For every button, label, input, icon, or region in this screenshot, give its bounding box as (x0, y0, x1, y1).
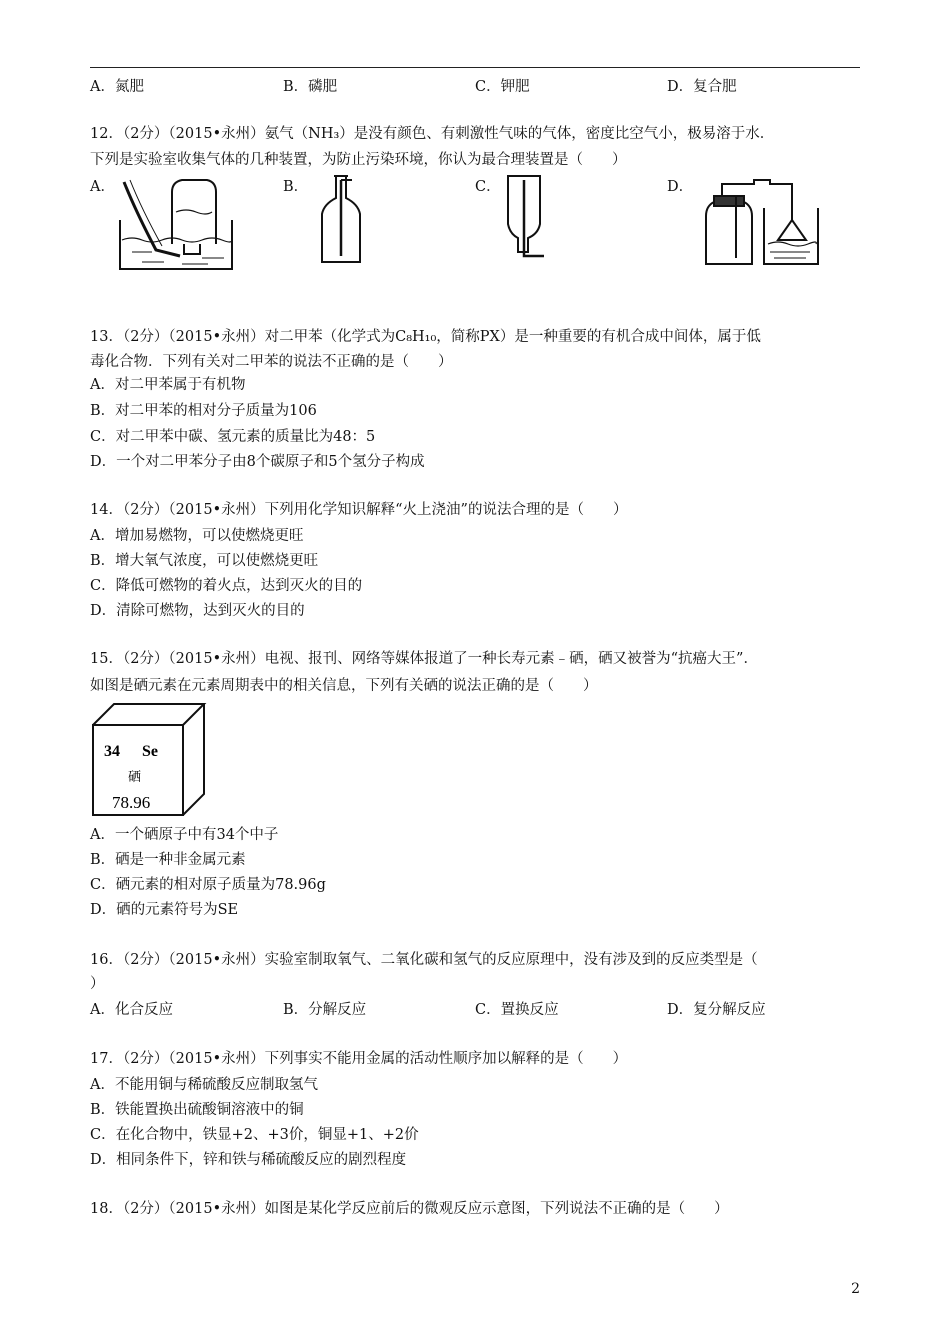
apparatus-c-bottle-inverted (500, 172, 550, 267)
element-atomic-mass: 78.96 (112, 793, 151, 812)
q12-label-d: D． (667, 179, 694, 195)
q11-option-a: A．氮肥 (90, 79, 144, 95)
apparatus-a-water-trough (112, 172, 240, 274)
q16-option-c: C．置换反应 (475, 1002, 559, 1018)
element-name: 硒 (128, 769, 142, 784)
q11-option-d: D．复合肥 (667, 79, 737, 95)
q16-option-d: D．复分解反应 (667, 1002, 766, 1018)
q13-option-b: B．对二甲苯的相对分子质量为106 (90, 403, 317, 419)
q17-option-a: A．不能用铜与稀硫酸反应制取氢气 (90, 1077, 318, 1093)
q15-option-c: C．硒元素的相对原子质量为78.96g (90, 877, 326, 893)
q16-stem-line2: ） (90, 976, 105, 992)
q13-option-d: D．一个对二甲苯分子由8个碳原子和5个氢分子构成 (90, 454, 425, 470)
element-atomic-number: 34 (104, 743, 120, 760)
q16-option-a: A．化合反应 (90, 1002, 173, 1018)
element-symbol: Se (142, 743, 158, 760)
q15-option-d: D．硒的元素符号为SE (90, 902, 239, 918)
q12-label-b: B． (283, 179, 309, 195)
q17-option-d: D．相同条件下，锌和铁与稀硫酸反应的剧烈程度 (90, 1152, 407, 1168)
q13-option-c: C．对二甲苯中碳、氢元素的质量比为48：5 (90, 429, 376, 445)
header-rule (90, 67, 860, 68)
q17-option-c: C．在化合物中，铁显+2、+3价，铜显+1、+2价 (90, 1127, 419, 1143)
q14-stem: 14．（2分）（2015•永州）下列用化学知识解释“火上浇油”的说法合理的是（ ） (90, 502, 628, 518)
q15-stem-line1: 15．（2分）（2015•永州）电视、报刊、网络等媒体报道了一种长寿元素﹣硒，硒又被誉为“抗癌大王”． (90, 651, 758, 667)
q14-option-b: B．增大氧气浓度，可以使燃烧更旺 (90, 553, 319, 569)
q13-stem-line2: 毒化合物．下列有关对二甲苯的说法不正确的是（ ） (90, 354, 453, 370)
q16-option-b: B．分解反应 (283, 1002, 367, 1018)
q16-stem-line1: 16．（2分）（2015•永州）实验室制取氧气、二氧化碳和氢气的反应原理中，没有涉及到的反应类型是（ (90, 952, 758, 968)
q12-label-a: A． (90, 179, 115, 195)
q17-stem: 17．（2分）（2015•永州）下列事实不能用金属的活动性顺序加以解释的是（ ） (90, 1051, 628, 1067)
q15-stem-line2: 如图是硒元素在元素周期表中的相关信息，下列有关硒的说法正确的是（ ） (90, 678, 598, 694)
page-number: 2 (851, 1281, 860, 1297)
q11-option-b: B．磷肥 (283, 79, 338, 95)
q12-stem-line2: 下列是实验室收集气体的几种装置，为防止污染环境，你认为最合理装置是（ ） (90, 152, 627, 168)
apparatus-b-bottle-upward (318, 172, 364, 267)
q14-option-a: A．增加易燃物，可以使燃烧更旺 (90, 528, 304, 544)
q18-stem: 18．（2分）（2015•永州）如图是某化学反应前后的微观反应示意图，下列说法不正确的是（ ） (90, 1201, 729, 1217)
q13-option-a: A．对二甲苯属于有机物 (90, 377, 246, 393)
q12-label-c: C． (475, 179, 501, 195)
q14-option-d: D．清除可燃物，达到灭火的目的 (90, 603, 305, 619)
q12-stem-line1: 12．（2分）（2015•永州）氨气（NH₃）是没有颜色、有刺激性气味的气体，密度比空气小，极易溶于水． (90, 126, 775, 142)
q15-option-a: A．一个硒原子中有34个中子 (90, 827, 279, 843)
q11-option-c: C．钾肥 (475, 79, 530, 95)
q17-option-b: B．铁能置换出硫酸铜溶液中的铜 (90, 1102, 304, 1118)
q15-option-b: B．硒是一种非金属元素 (90, 852, 246, 868)
q14-option-c: C．降低可燃物的着火点，达到灭火的目的 (90, 578, 363, 594)
apparatus-d-absorption (700, 172, 828, 268)
selenium-element-card (90, 701, 208, 819)
q13-stem-line1: 13．（2分）（2015•永州）对二甲苯（化学式为C₈H₁₀，简称PX）是一种重要的有机合成中间体，属于低 (90, 329, 761, 345)
